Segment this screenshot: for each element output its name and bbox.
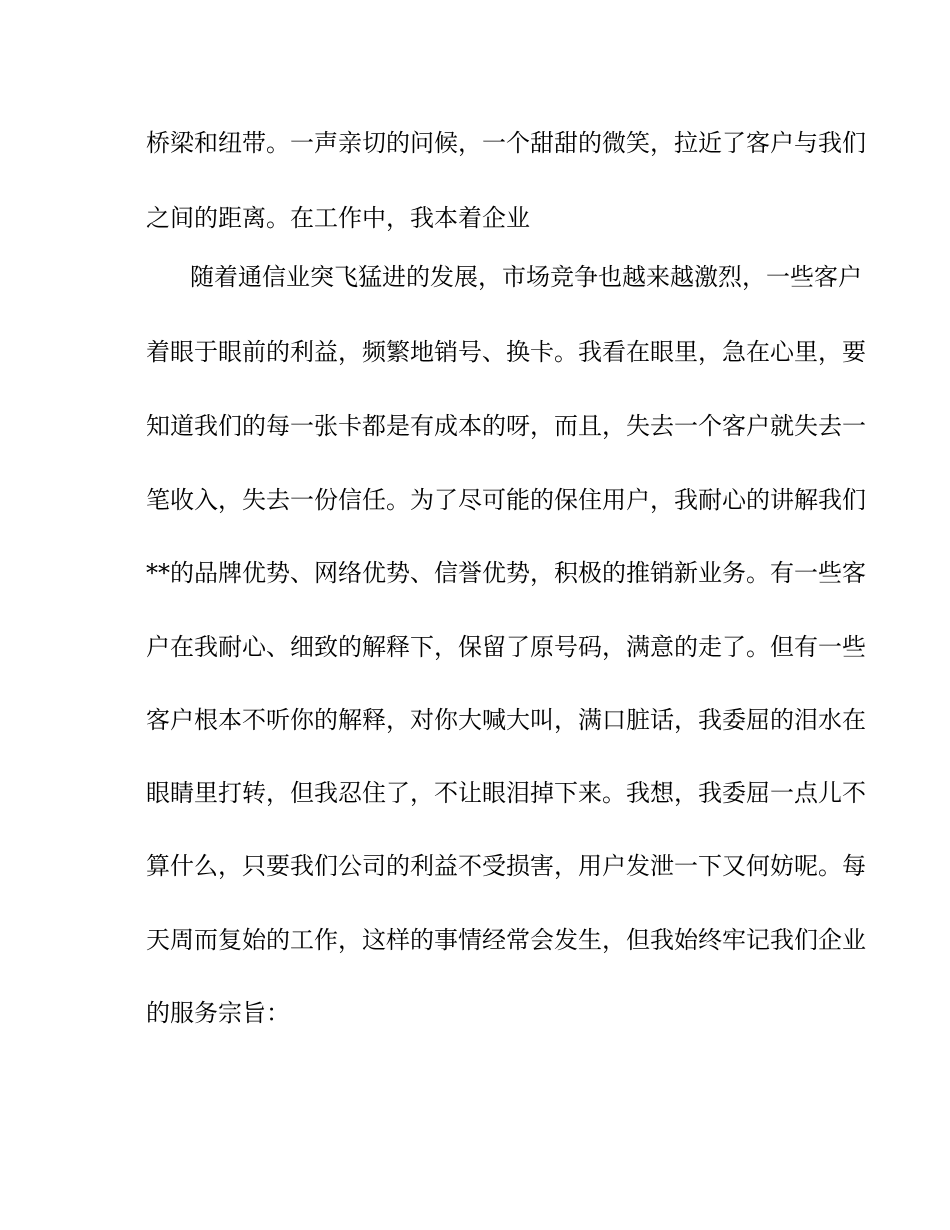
text-line-8: 户在我耐心、细致的解释下，保留了原号码，满意的走了。但有一些	[146, 633, 866, 661]
text-line-1: 桥梁和纽带。一声亲切的问候，一个甜甜的微笑，拉近了客户与我们	[146, 129, 866, 157]
text-line-2: 之间的距离。在工作中，我本着企业	[146, 204, 530, 232]
paragraph-start-line: 随着通信业突飞猛进的发展，市场竞争也越来越激烈，一些客户	[190, 263, 862, 291]
text-line-4: 着眼于眼前的利益，频繁地销号、换卡。我看在眼里，急在心里，要	[146, 338, 866, 366]
text-line-5: 知道我们的每一张卡都是有成本的呀，而且，失去一个客户就失去一	[146, 412, 866, 440]
text-line-12: 天周而复始的工作，这样的事情经常会发生，但我始终牢记我们企业	[146, 926, 866, 954]
text-line-11: 算什么，只要我们公司的利益不受损害，用户发泄一下又何妨呢。每	[146, 852, 866, 880]
text-line-13: 的服务宗旨：	[146, 999, 290, 1027]
text-line-7: **的品牌优势、网络优势、信誉优势，积极的推销新业务。有一些客	[146, 559, 866, 587]
text-line-9: 客户根本不听你的解释，对你大喊大叫，满口脏话，我委屈的泪水在	[146, 706, 866, 734]
text-line-6: 笔收入，失去一份信任。为了尽可能的保住用户，我耐心的讲解我们	[146, 486, 866, 514]
text-line-10: 眼睛里打转，但我忍住了，不让眼泪掉下来。我想，我委屈一点儿不	[146, 779, 866, 807]
